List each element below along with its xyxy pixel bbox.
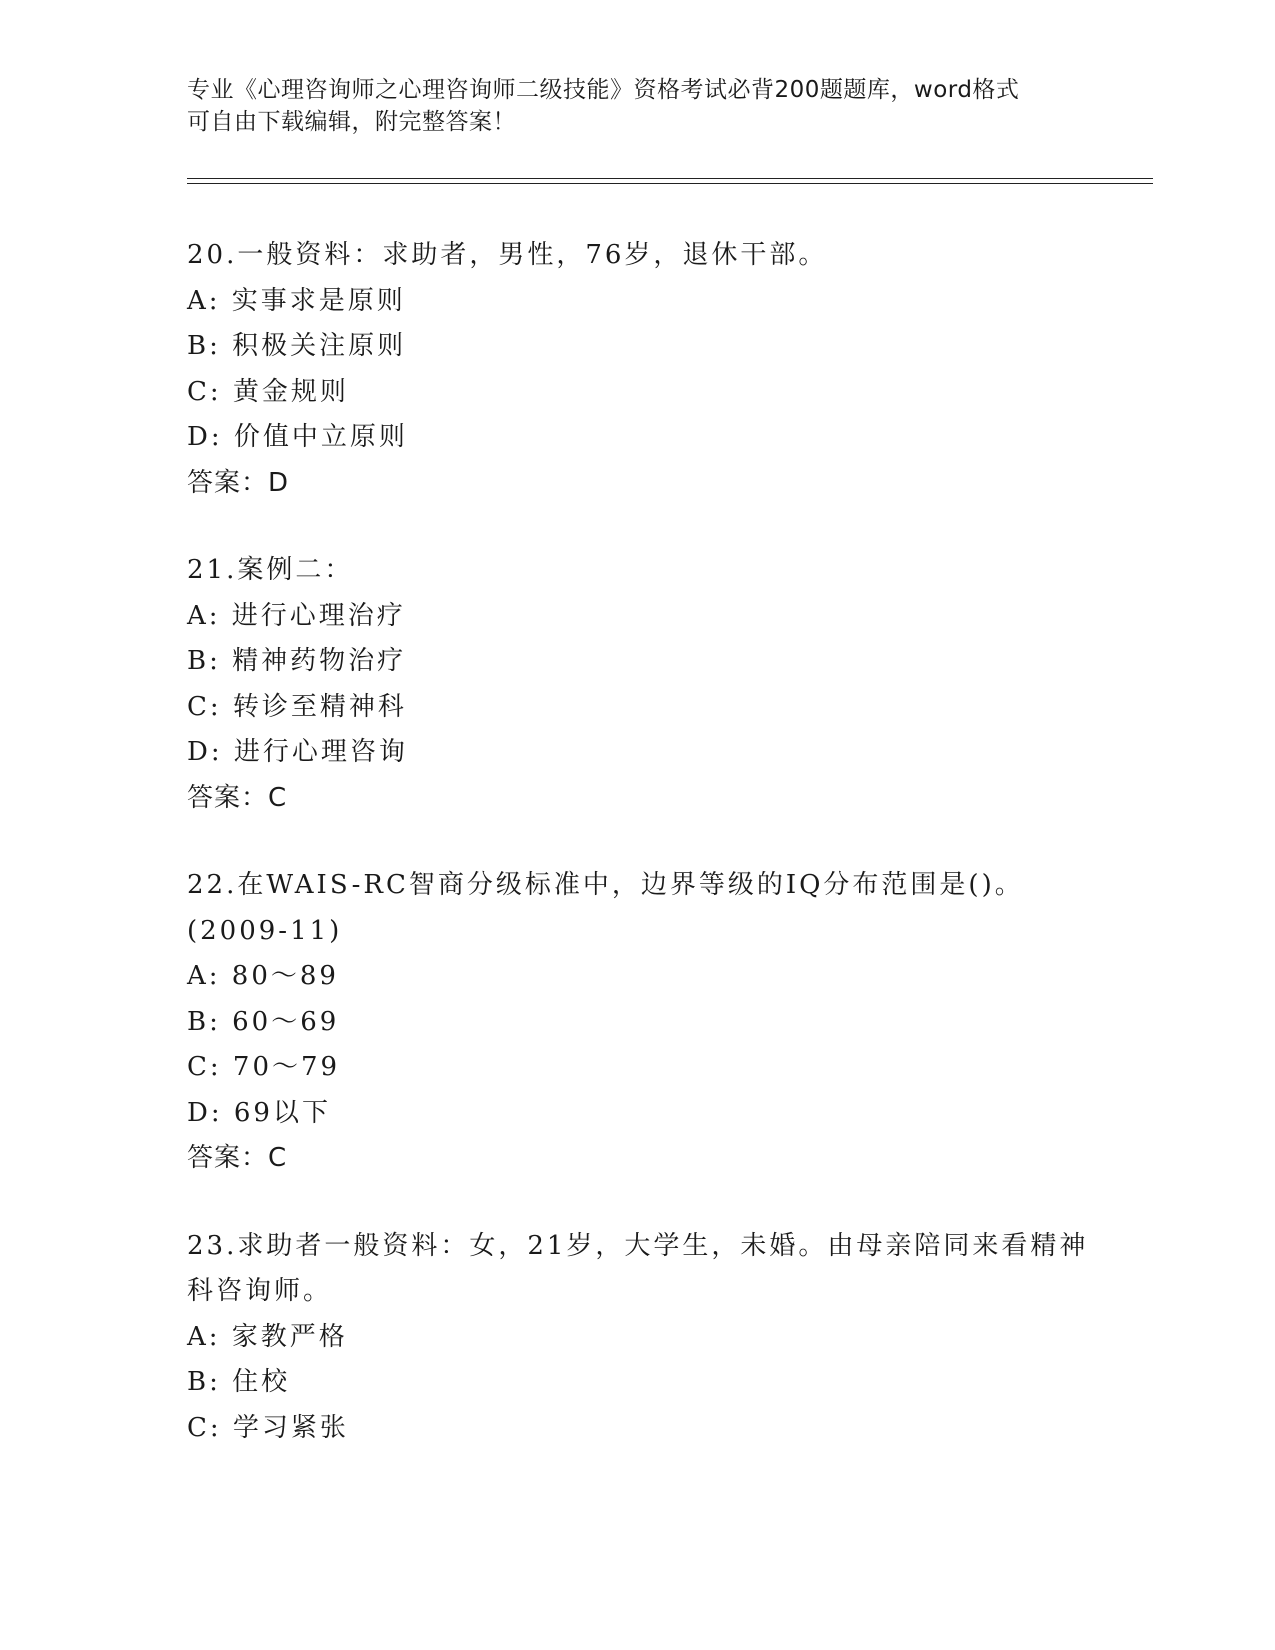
option-item: D: 进行心理咨询: [187, 737, 408, 767]
header-line-1: 专业《心理咨询师之心理咨询师二级技能》资格考试必背200题题库，word格式: [187, 77, 1020, 103]
answer-label: 答案：: [187, 1143, 269, 1173]
question-block: [187, 233, 1147, 506]
answer-line: [187, 461, 1147, 507]
answer-label: 答案：: [187, 467, 269, 498]
option-item: D: 69以下: [187, 1097, 331, 1128]
option-item: B: 积极关注原则: [187, 331, 407, 361]
question-stem: 22.在WAIS-RC智商分级标准中，边界等级的IQ分布范围是()。: [187, 870, 1024, 900]
option-item: C: 70～79: [187, 1052, 341, 1082]
question-block: [187, 863, 1147, 1182]
option-item: B: 住校: [187, 1367, 291, 1397]
answer-value: C: [268, 782, 288, 813]
option-item: A: 实事求是原则: [187, 285, 406, 316]
option-item: B: 精神药物治疗: [187, 646, 407, 676]
question-block: [187, 1224, 1147, 1452]
option-item: C: 黄金规则: [187, 376, 349, 407]
answer-line: [187, 1136, 1147, 1182]
option-item: C: 学习紧张: [187, 1412, 349, 1443]
option-item: B: 60～69: [187, 1006, 340, 1037]
header-divider-bottom: [187, 183, 1153, 184]
question-block: [187, 548, 1147, 821]
answer-line: [187, 776, 1147, 822]
header-divider-top: [187, 178, 1153, 179]
document-header: [187, 74, 1087, 138]
header-line-2: 可自由下载编辑，附完整答案！: [187, 109, 516, 135]
option-item: A: 80～89: [187, 961, 339, 991]
question-stem: 21.案例二：: [187, 555, 354, 585]
answer-value: D: [268, 467, 290, 498]
question-stem: 23.求助者一般资料：女，21岁，大学生，未婚。由母亲陪同来看精神: [187, 1230, 1089, 1261]
answer-value: C: [268, 1143, 288, 1173]
option-item: D: 价值中立原则: [187, 422, 408, 452]
answer-label: 答案：: [187, 782, 269, 813]
question-stem: 20.一般资料：求助者，男性，76岁，退休干部。: [187, 240, 828, 270]
question-stem: (2009-11): [187, 915, 343, 946]
question-list: [187, 233, 1147, 1493]
question-stem: 科咨询师。: [187, 1276, 333, 1306]
option-item: A: 家教严格: [187, 1321, 348, 1352]
option-item: A: 进行心理治疗: [187, 600, 406, 631]
option-item: C: 转诊至精神科: [187, 691, 407, 722]
